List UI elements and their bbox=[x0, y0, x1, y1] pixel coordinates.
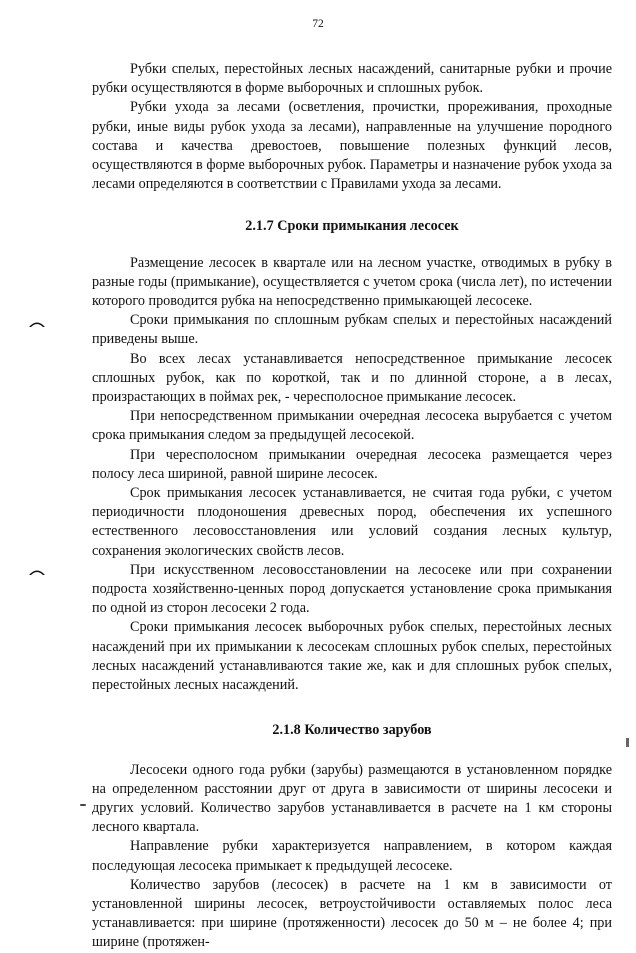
binder-hole-mark-lower bbox=[28, 566, 46, 576]
paragraph: Сроки примыкания по сплошным рубкам спелых и перестойных насаждений приведены выше. bbox=[92, 312, 612, 348]
paragraph: Срок примыкания лесосек устанавливается, не считая года рубки, с учетом периодичности плодоношения древесных пород, обеспечения их успешного естественного лесовосстановления или условий создания лесных культур, сохранения экологических свойств лесов. bbox=[92, 485, 612, 559]
paragraph: Направление рубки характеризуется направлением, в котором каждая последующая лесосека примыкает к предыдущей лесосеке. bbox=[92, 838, 612, 874]
binder-hole-mark-upper bbox=[28, 318, 46, 328]
scan-edge-mark bbox=[626, 738, 629, 747]
paragraph: При чересполосном примыкании очередная лесосека размещается через полосу леса шириной, равной ширине лесосек. bbox=[92, 446, 612, 482]
scan-speck bbox=[80, 804, 86, 806]
paragraph: При искусственном лесовосстановлении на лесосеке или при сохранении подроста хозяйственно-ценных пород допускается установление срока примыкания по одной из сторон лесосеки 2 года. bbox=[92, 561, 612, 617]
paragraph: Количество зарубов (лесосек) в расчете на 1 км в зависимости от установленной ширины лесосек, ветроустойчивости оставляемых полос леса устанавливается: при ширине (протяженности) лесосек до 50 м – не более 4; при ширине (протяжен- bbox=[92, 876, 612, 951]
paragraph: Во всех лесах устанавливается непосредственное примыкание лесосек сплошных рубок, как по короткой, так и по длинной стороне, а в лесах, произрастающих в поймах рек, - чересполосное примыкание лесосек. bbox=[92, 350, 612, 406]
paragraph: Рубки ухода за лесами (осветления, прочистки, прореживания, проходные рубки, иные виды рубок ухода за лесами), направленные на улучшение породного состава и качества древостоев, повышение полезных функций лесов, осуществляются в форме выборочных рубок. Параметры и назначение рубок ухода за лесами определяются в соответствии с Правилами ухода за лесами. bbox=[92, 99, 612, 193]
document-body bbox=[92, 60, 612, 953]
intro-section bbox=[92, 60, 612, 194]
paragraph: Размещение лесосек в квартале или на лесном участке, отводимых в рубку в разные годы (примыкание), осуществляется с учетом срока (числа лет), по истечении которого проводится рубка на непосредственно примыкающей лесосеке. bbox=[92, 254, 612, 310]
paragraph: Сроки примыкания лесосек выборочных рубок спелых, перестойных лесных насаждений при их примыкании к лесосекам сплошных рубок спелых, перестойных лесных насаждений устанавливаются такие же, как и для сплошных рубок спелых, перестойных лесных насаждений. bbox=[92, 619, 612, 694]
section-heading-2-1-7: 2.1.7 Сроки примыкания лесосек bbox=[245, 218, 459, 235]
page-number: 72 bbox=[312, 18, 324, 30]
paragraph: Лесосеки одного года рубки (зарубы) размещаются в установленном порядке на определенном расстоянии друг от друга в зависимости от ширины лесосеки и других условий. Количество зарубов устанавливается в расчете на 1 км стороны лесного квартала. bbox=[92, 761, 612, 836]
section-heading-2-1-8: 2.1.8 Количество зарубов bbox=[272, 722, 432, 739]
paragraph: Рубки спелых, перестойных лесных насаждений, санитарные рубки и прочие рубки осуществляются в форме выборочных и сплошных рубок. bbox=[92, 61, 612, 97]
paragraph: При непосредственном примыкании очередная лесосека вырубается с учетом срока примыкания следом за предыдущей лесосекой. bbox=[92, 408, 612, 444]
section-2-1-7 bbox=[92, 254, 612, 696]
section-2-1-8 bbox=[92, 761, 612, 953]
